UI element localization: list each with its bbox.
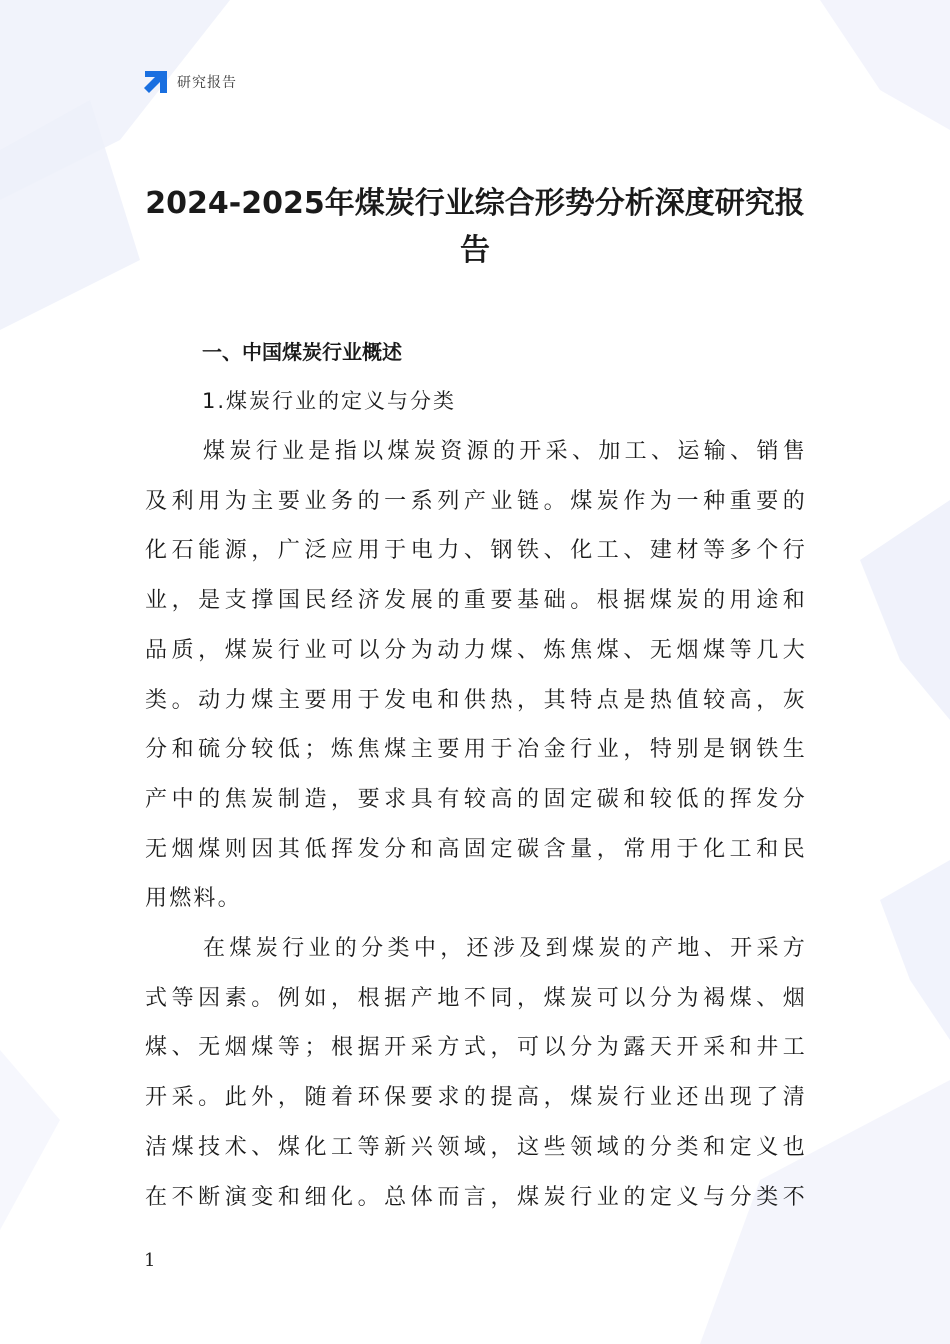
header-label: 研究报告 — [177, 75, 237, 91]
title-line: 2024-2025年煤炭行业综合形势分析深度研究报 — [145, 186, 805, 221]
title-line: 告 — [460, 233, 490, 268]
paragraph-line: 类。动力煤主要用于发电和供热，其特点是热值较高，灰 — [145, 687, 807, 713]
paragraph-line: 产中的焦炭制造，要求具有较高的固定碳和较低的挥发分 — [145, 786, 807, 812]
paragraph-line: 煤、无烟煤等；根据开采方式，可以分为露天开采和井工 — [145, 1035, 807, 1061]
paragraph-line: 在不断演变和细化。总体而言，煤炭行业的定义与分类不 — [145, 1184, 807, 1210]
arrow-up-right-icon — [143, 69, 169, 95]
body-paragraph-1 — [145, 427, 807, 924]
paragraph-line: 业，是支撑国民经济发展的重要基础。根据煤炭的用途和 — [145, 588, 807, 614]
paragraph-line: 品质，煤炭行业可以分为动力煤、炼焦煤、无烟煤等几大 — [145, 637, 807, 663]
paragraph-line: 及利用为主要业务的一系列产业链。煤炭作为一种重要的 — [145, 488, 807, 514]
paragraph-line: 在煤炭行业的分类中，还涉及到煤炭的产地、开采方 — [203, 936, 807, 961]
paragraph-line: 洁煤技术、煤化工等新兴领域，这些领域的分类和定义也 — [145, 1134, 807, 1160]
paragraph-line: 化石能源，广泛应用于电力、钢铁、化工、建材等多个行 — [145, 538, 807, 564]
paragraph-line: 煤炭行业是指以煤炭资源的开采、加工、运输、销售 — [203, 439, 807, 464]
paragraph-line: 分和硫分较低；炼焦煤主要用于冶金行业，特别是钢铁生 — [145, 737, 807, 763]
report-header — [143, 68, 237, 96]
paragraph-line: 无烟煤则因其低挥发分和高固定碳含量，常用于化工和民 — [145, 836, 807, 862]
section-heading: 一、中国煤炭行业概述 — [202, 340, 402, 364]
subsection-heading: 1.煤炭行业的定义与分类 — [202, 389, 457, 413]
paragraph-line: 式等因素。例如，根据产地不同，煤炭可以分为褐煤、烟 — [145, 985, 807, 1011]
paragraph-line: 用燃料。 — [145, 886, 242, 912]
document-title — [143, 180, 807, 274]
page-number: 1 — [144, 1250, 156, 1271]
paragraph-line: 开采。此外，随着环保要求的提高，煤炭行业还出现了清 — [145, 1085, 807, 1111]
body-paragraph-2 — [145, 924, 807, 1222]
